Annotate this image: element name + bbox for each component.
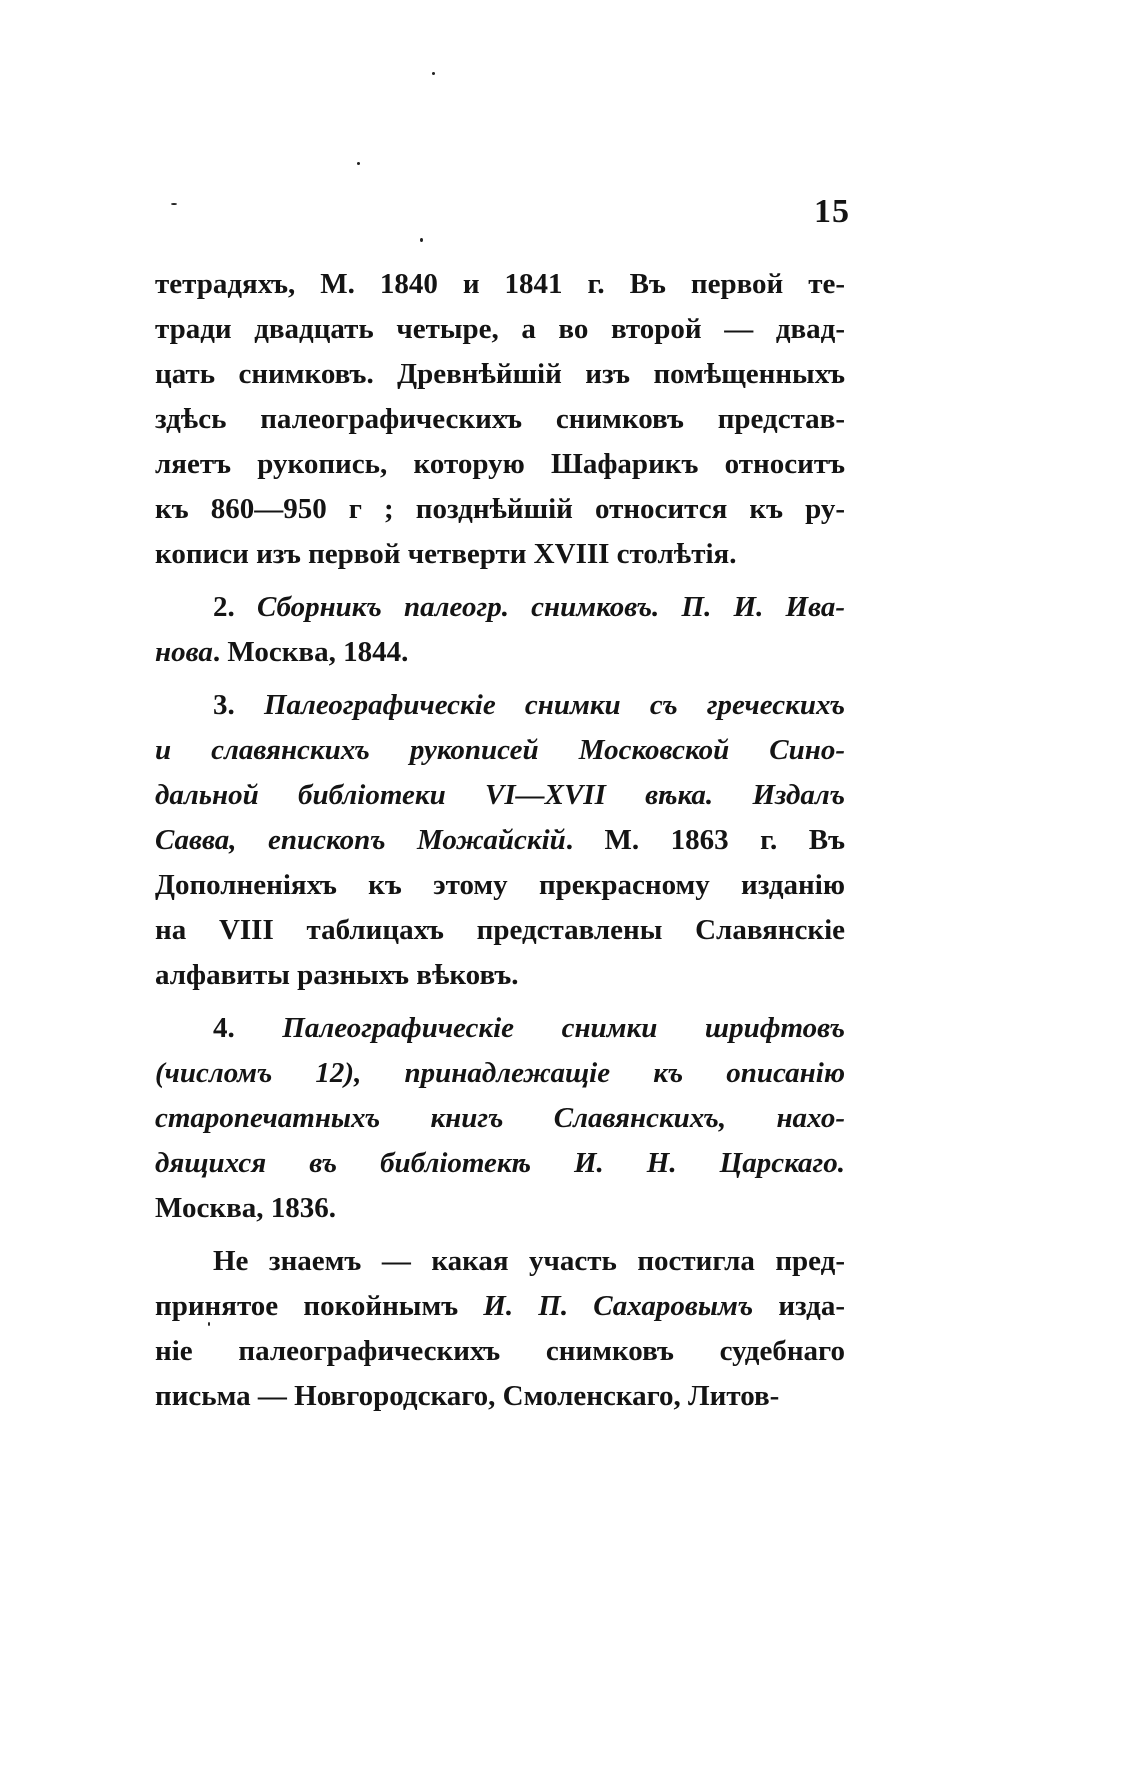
text-run: здѣсь палеографическихъ снимковъ представ- xyxy=(155,403,845,435)
text-run: Дополненіяхъ къ этому прекрасному изданію xyxy=(155,869,845,901)
text-run: цать снимковъ. Древнѣйшій изъ помѣщенныхъ xyxy=(155,358,845,390)
text-line xyxy=(155,630,845,675)
text-line xyxy=(155,683,845,728)
text-line xyxy=(155,442,845,487)
text-run: 4. xyxy=(213,1012,283,1044)
text-line xyxy=(155,863,845,908)
text-line xyxy=(155,487,845,532)
text-run: Не знаемъ — какая участь постигла пред- xyxy=(213,1245,845,1277)
text-run: къ 860—950 г ; позднѣйшій относится къ ру- xyxy=(155,493,845,525)
text-line xyxy=(155,1374,845,1419)
text-line xyxy=(155,352,845,397)
page-number: 15 xyxy=(814,193,850,230)
text-line xyxy=(155,1006,845,1051)
italic-text: дальной библіотеки VI—XVII вѣка. Издалъ xyxy=(155,779,845,811)
paragraph xyxy=(155,585,845,675)
text-run: тетрадяхъ, М. 1840 и 1841 г. Въ первой те- xyxy=(155,268,845,300)
text-run: кописи изъ первой четверти XVIII столѣтія. xyxy=(155,538,737,570)
paragraph xyxy=(155,1006,845,1231)
text-run: 3. xyxy=(213,689,264,721)
italic-text: Палеографическіе снимки шрифтовъ xyxy=(282,1012,845,1044)
text-run: письма — Новгородскаго, Смоленскаго, Литов- xyxy=(155,1380,780,1412)
italic-text: Савва, епископъ Можайскій xyxy=(155,824,566,856)
speck-mark xyxy=(420,238,423,242)
text-line xyxy=(155,908,845,953)
paragraph xyxy=(155,262,845,577)
text-line xyxy=(155,397,845,442)
text-run: ляетъ рукопись, которую Шафарикъ относитъ xyxy=(155,448,845,480)
text-line xyxy=(155,953,845,998)
text-run: алфавиты разныхъ вѣковъ. xyxy=(155,959,519,991)
text-line xyxy=(155,1051,845,1096)
text-line xyxy=(155,1186,845,1231)
text-line xyxy=(155,1141,845,1186)
italic-text: нова xyxy=(155,636,213,668)
paragraph xyxy=(155,1239,845,1419)
speck-mark xyxy=(432,72,435,75)
text-run: принятое покойнымъ xyxy=(155,1290,484,1322)
text-line xyxy=(155,818,845,863)
paragraph xyxy=(155,683,845,998)
text-line xyxy=(155,585,845,630)
italic-text: (числомъ 12), принадлежащіе къ описанію xyxy=(155,1057,845,1089)
body-text xyxy=(155,262,845,1419)
text-run: 2. xyxy=(213,591,257,623)
italic-text: Палеографическіе снимки съ греческихъ xyxy=(263,689,845,721)
text-line xyxy=(155,773,845,818)
text-run: изда- xyxy=(753,1290,845,1322)
text-line xyxy=(155,532,845,577)
speck-mark xyxy=(357,162,360,165)
text-line xyxy=(155,1239,845,1284)
text-line xyxy=(155,1096,845,1141)
text-run: Москва, 1836. xyxy=(155,1192,336,1224)
text-run: ніе палеографическихъ снимковъ судебнаго xyxy=(155,1335,845,1367)
italic-text: и славянскихъ рукописей Московской Сино- xyxy=(155,734,845,766)
italic-text: И. П. Сахаровымъ xyxy=(483,1290,754,1322)
text-line xyxy=(155,1329,845,1374)
text-line xyxy=(155,307,845,352)
text-run: тради двадцать четыре, а во второй — двад- xyxy=(155,313,845,345)
text-run: . М. 1863 г. Въ xyxy=(565,824,845,856)
text-line xyxy=(155,262,845,307)
text-run: . Москва, 1844. xyxy=(212,636,409,668)
italic-text: дящихся въ библіотекѣ И. Н. Царскаго. xyxy=(155,1147,845,1179)
text-line xyxy=(155,1284,845,1329)
text-line xyxy=(155,728,845,773)
italic-text: Сборникъ палеогр. снимковъ. П. И. Ива- xyxy=(256,591,845,623)
speck-mark xyxy=(171,203,177,205)
italic-text: старопечатныхъ книгъ Славянскихъ, нахо- xyxy=(155,1102,845,1134)
text-run: на VIII таблицахъ представлены Славянскіе xyxy=(155,914,845,946)
